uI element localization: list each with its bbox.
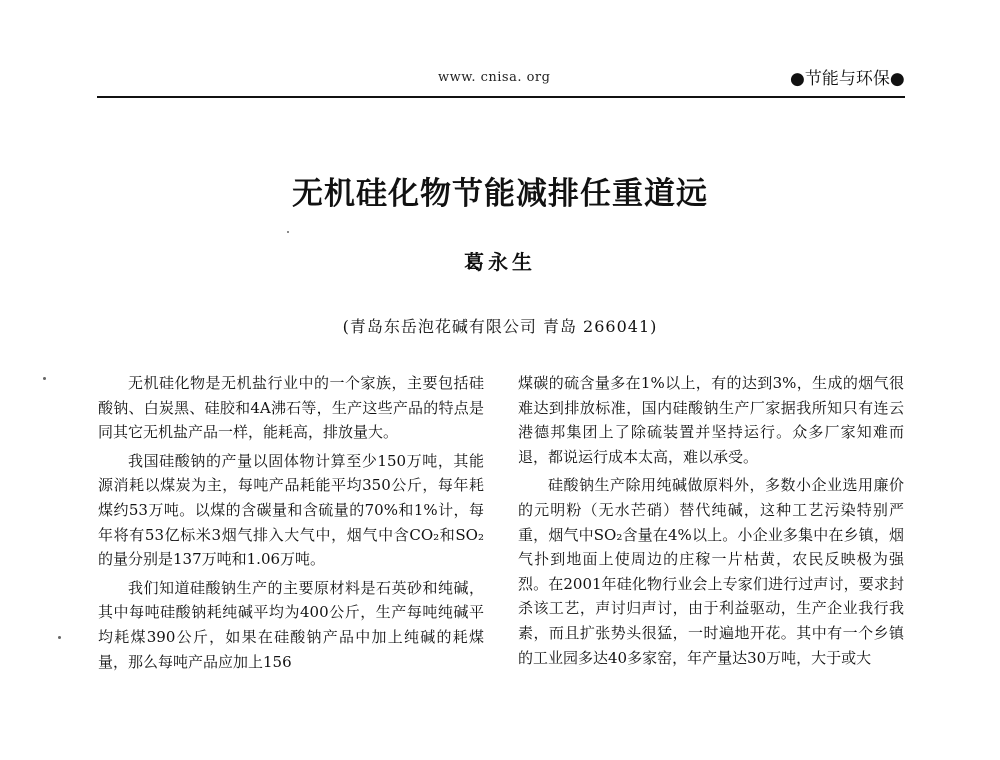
header-url: www. cnisa. org — [438, 70, 551, 85]
header-section-label: ●节能与环保● — [790, 69, 905, 89]
article-affiliation: (青岛东岳泡花碱有限公司 青岛 266041) — [342, 317, 658, 336]
right-column — [518, 371, 904, 674]
article-title: 无机硅化物节能减排任重道远 — [292, 176, 708, 212]
article-author: 葛永生 — [464, 250, 536, 274]
right-paragraph-1: 煤碳的硫含量多在1%以上，有的达到3%，生成的烟气很难达到排放标准，国内硅酸钠生产厂家据我所知只有连云港德邦集团上了除硫装置并坚持运行。众多厂家知难而退，都说运行成本太高，难以承受。 — [518, 374, 904, 466]
left-paragraph-1: 无机硅化物是无机盐行业中的一个家族，主要包括硅酸钠、白炭黑、硅胶和4A沸石等，生产这些产品的特点是同其它无机盐产品一样，能耗高，排放量大。 — [98, 374, 484, 442]
scan-speck — [43, 377, 46, 380]
scan-speck — [58, 636, 61, 639]
scan-speck — [287, 231, 289, 233]
header-divider — [97, 96, 905, 98]
left-paragraph-2: 我国硅酸钠的产量以固体物计算至少150万吨，其能源消耗以煤炭为主，每吨产品耗能平均350公斤，每年耗煤约53万吨。以煤的含碳量和含硫量的70%和1%计，每年将有53亿标米3烟气排入大气中，烟气中含CO₂和SO₂的量分别是137万吨和1.06万吨。 — [98, 451, 484, 569]
right-paragraph-2: 硅酸钠生产除用纯碱做原料外，多数小企业选用廉价的元明粉（无水芒硝）替代纯碱，这种工艺污染特别严重，烟气中SO₂含量在4%以上。小企业多集中在乡镇，烟气扑到地面上使周边的庄稼一片枯黄，农民反映极为强烈。在2001年硅化物行业会上专家们进行过声讨，要求封杀该工艺，声讨归声讨，由于利益驱动，生产企业我行我素，而且扩张势头很猛，一时遍地开花。其中有一个乡镇的工业园多达40多家窑，年产量达30万吨，大于或大 — [518, 476, 904, 667]
left-paragraph-3: 我们知道硅酸钠生产的主要原材料是石英砂和纯碱，其中每吨硅酸钠耗纯碱平均为400公斤，生产每吨纯碱平均耗煤390公斤，如果在硅酸钠产品中加上纯碱的耗煤量，那么每吨产品应加上156 — [98, 578, 484, 671]
left-column — [98, 371, 484, 678]
